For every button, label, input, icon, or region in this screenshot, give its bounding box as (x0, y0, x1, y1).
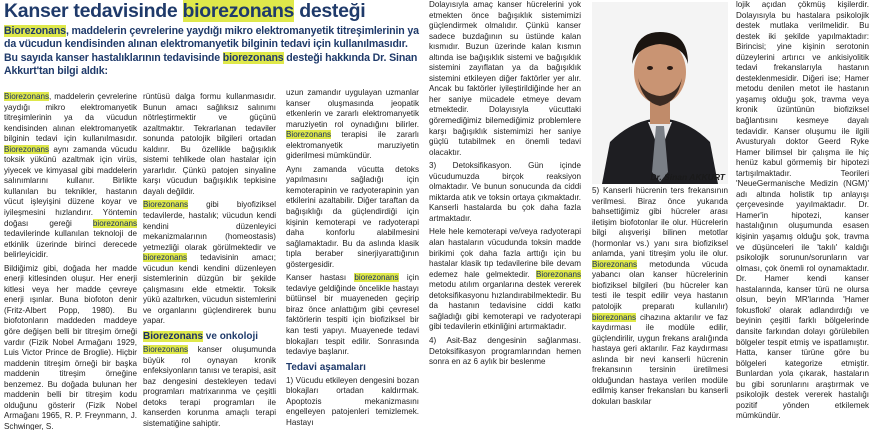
paragraph (4, 264, 137, 430)
photo-caption: Dr. Sinan AKKURT (650, 172, 725, 182)
title-text: Kanser tedavisinde (4, 0, 183, 22)
paragraph (429, 227, 581, 332)
highlighted-term: Biorezonans (4, 25, 66, 37)
paragraph (429, 0, 581, 158)
text-column-3 (286, 88, 419, 426)
highlighted-term: biorezonans (143, 253, 188, 263)
text-column-2 (143, 92, 276, 430)
text-run: tedavisinin amacı; vücudun kendi kendini düzenleyen sistemlerinin düzgün bir şekilde çalışmasını elde etmektir. Toksik yükü azaltırken, vücudun sistemlerini ve organlarını güçlendirerek bunu yapar. (143, 253, 276, 326)
highlighted-term: Biorezonans (143, 200, 188, 210)
text-run: metodunda vücuda yabancı olan kanser hücrelerinin biofiziksel bilgileri (bu hücreler kan testi ile tespit edilir veya hastanın patolojik preparatı kullanılır) (592, 259, 728, 312)
text-run: desteği hakkında Dr. Sinan Akkurt'tan bilgi aldık: (4, 51, 418, 77)
highlighted-term: Biorezonans (592, 259, 637, 269)
text-run: , maddelerin çevrelerine yaydığı mikro elektromanyetik titreşimlerinin ya da vücudun kendisinden alınan elektromanyetik bilginin tedavi için kullanılmasıdır. (4, 92, 137, 144)
paragraph (592, 186, 728, 407)
section-heading (143, 331, 276, 343)
highlighted-term: Biorezonans (4, 144, 49, 154)
text-run: Dolayısıyla amaç kanser hücrelerini yok etmekten önce bağışıklık sistemimizi güçlendirmek olmalıdır. Çünkü kanser sadece buzdağının su üstünde kalan kısmıdır. Buzun üzerinde kalan kısmın altında ise bağışıklık sistemi ve bağışıklık sistemini zayıflatan ya da bağışıklık sistemini etkileyen diğer faktörler yer alır. Ancak bu faktörler iyileştirildiğinde her an her saniye mücadele etmeye devam etmektedir. Dolayısıyla vücuttaki göremediğimiz bilemediğimiz problemlere karşı bağışıklık sistemimizi her saniye güçlü tutabilmek en önemli tedavi olacaktır. (429, 0, 581, 157)
highlighted-term: Biorezonans (143, 331, 204, 343)
text-run: 1) Vücudu etkileyen dengesini bozan blokajları ortadan kaldırmak. Apoptozis mekanizmasını engelleyen patojenleri temizlemek. Hastayı (286, 375, 419, 426)
text-run: lojik açıdan çökmüş kişilerdir. Dolayısıyla bu hastalara psikolojik destek mutlaka verilmelidir. Bu destek iki şekilde yapılmaktadır: Birincisi; yine kişinin serotonin düzeylerini artırıcı ve ankisiyolitik tedavi frekanslarıyla hastanın desteklenmesidir. Diğeri ise; Hamer metodu denilen metot ile hastanın yaşamış olduğu şok, travma veya kronik üzüntünün biofiziksel bağlantısını kesmeye dayalı tedavidir. Kanser oluşumu ile ilgili Avusturyalı doktor Geerd Ryke Hamer bilimsel bir çalışma ile hiç henüz kabul görmemiş bir hipotezi tartışılmaktadır. Teorileri 'NeueGermanische Medizin (NGM)' adı altında holistik tıp anlayışı çerçevesinde yayılmaktadır. Dr. Hamer'in hipotezi, kanser hastalığının oluşumunda esasen kişinin yaşamış olduğu şok, travma ve düşünceleri ile 'takılı' kaldığı psikolojik sorunun/sorunların var olması, çok önemli rol oynamaktadır. Dr. Hamer kendi kanser hastalarında, kanser türü ne olursa olsun, beyin MR'larında 'Hamer fokusfloki' olarak adlandırdığı ve beyinin çeşitli farklı bölgelerinde dansite farkından dolayı görülebilen bölgeler tespit etmiş ve ispatlamıştır. Hatta, kanser türüne göre bu bölgeleri kategorize etmiştir. Bunlardan yola çıkarak, hastaların bu gibi sorunlarını araştırmak ve psikolojik destek vererek hastalığı pozitif yönden etkilemek mümkündür. (736, 0, 869, 421)
text-run: ve onkoloji (203, 331, 259, 343)
text-run: , maddelerin çevrelerine yaydığı mikro elektromanyetik titreşimlerinin ya da vücudun kendisinden alınan elektromanyetik bilginin tedavi için kullanılmasıdır. Bu sayıda kanser hastalıklarının tedavisinde (4, 25, 419, 64)
text-run: Tedavi aşamaları (286, 361, 366, 373)
paragraph (429, 336, 581, 368)
text-run: Aynı zamanda vücutta detoks yapılmasını sağladığı için kemoterapinin ve radyoterapinin yan etkilerini azaltabilir. Diğer taraftan da bağışıklığı da güçlendirdiği için kişinin kemoterapi ve radyoterapi daha konforlu alabilmesini sağlamaktadır. Bu da aslında klasik tıpla beraber sinerjiyarattığının göstergesidir. (286, 164, 419, 269)
text-run: için tedaviye geldiğinde öncelikle hastayı bütünsel bir muayeneden geçirip biraz önce anlattığım gibi çevresel faktörlerin tespiti için biofiziksel bir kan testi yapıyı. Muayenede tedavi blokajları tespit edilir. Sonrasında tedaviye başlanır. (286, 273, 419, 357)
author-photo (592, 2, 728, 184)
paragraph (286, 165, 419, 270)
text-run: tedavilerinde kullanılan teknoloji de etkinlik üzerinde birinci derecede belirleyicidir. (4, 229, 137, 260)
text-column-6 (736, 0, 869, 430)
paragraph (286, 376, 419, 426)
section-heading (286, 362, 419, 374)
title-text: desteği (294, 0, 366, 22)
paragraph (429, 161, 581, 224)
text-run: gibi biyofiziksel tedavilerde, hastalık; vücudun kendi kendini düzenleyici mekanizmalarının (homeostasis) yetmezliği olarak görülmektedir ve (143, 200, 276, 252)
highlighted-term: Biorezonans (536, 269, 581, 279)
text-run: rüntüsü dalga formu kullanmasıdır. Bunun amacı sağlıksız salınımı nötrleştirmektir ve güçünü azaltmaktır. Tekrarlanan tedaviler sonunda patolojik bilgileri ortadan kaldırır. Bu özellikle bağışıklık sistemi tehlikede olan hastalar için yararlıdır. Çünkü patojen sinyaline karşı vücudun bağışıklık tepkisine dayalı değildir. (143, 92, 276, 196)
paragraph (286, 273, 419, 357)
highlighted-term: Biorezonans (143, 345, 188, 355)
text-run: metodu atılım organlarına destek vererek detoksifikasyonu hızlandırabilmektedir. Bu da hastanın tedavisine ciddi katkı sağladığı gibi kemoterapi ve radyoterapi gibi tedavilerin etkinliğini artırmaktadır. (429, 280, 581, 332)
text-run: 4) Asit-Baz dengesinin sağlanması. Detoksifikasyon programlarından hemen sonra en az 6 aylık bir beslenme (429, 335, 581, 367)
text-run: Hele hele kemoterapi ve/veya radyoterapi alan hastaların vücudunda toksin madde birikimi çok daha fazla arttığı için bu hastalar klasik tıp tedavilerine bile devam edemez hale gelmektedir. (429, 227, 581, 279)
highlighted-term: biorezonans (592, 312, 637, 322)
highlighted-term: biorezonans (92, 218, 137, 228)
paragraph (143, 345, 276, 429)
paragraph (143, 200, 276, 327)
article-title (4, 0, 424, 22)
text-column-4 (429, 0, 581, 430)
text-run: kanser oluşumunda büyük rol oynayan kronik enfeksiyonların tanısı ve terapisi, asit baz dengesini destekleyen tedavi programları matrixarınma ve çeşitli detoks terapi programları ile kanserden korunma amaçlı terapi sistematiğine sahiptir. (143, 345, 276, 428)
paragraph (143, 92, 276, 197)
text-run: uzun zamandır uygulayan uzmanlar kanser oluşmasında jeopatik etkenlerin ve zararlı elektromanyetik maruziyetin rol oynadığını bilirler. (286, 88, 419, 129)
highlighted-term: Biorezonans (286, 130, 331, 140)
text-run: cihazına aktarılır ve faz kaydırması ile modüle edilir, güçlendirilir, uygun frekans aralığında hastaya geri aktarılır. Faz kaydırması aslında bir nevi kanserli hücrenin frekansının tersinin üretilmesi olduğundan hastaya verilen modüle edilmiş kanser frekansları bu kanserli dokuları baskılar (592, 312, 728, 406)
text-column-1 (4, 92, 137, 430)
article-intro (4, 25, 424, 78)
text-run: 5) Kanserli hücrenin ters frekansının verilmesi. Biraz önce yukarıda bahsettiğimiz gibi hücreler arası iletişim biofotonlar ile olur. Hücrelerin bilgi alışverişi bilinen metotlar (hormonlar vs.) yanı sıra biofiziksel anlamda, yani titreşim yolu ile olur. (592, 186, 728, 259)
text-run: terapisi ile zararlı elektromanyetik maruziyetin giderilmesi mümkündür. (286, 130, 419, 161)
highlighted-term: Biorezonans (4, 92, 49, 101)
paragraph (286, 88, 419, 162)
text-run: 3) Detoksifikasyon. Gün içinde vücudumuzda birçok reaksiyon olmaktadır. Ve bunun sonucunda da ciddi miktarda atık ve toksin ortaya çıkmaktadır. Kanserli hastalarda bu çok daha fazla artmaktadır. (429, 161, 581, 223)
text-run: Kanser hastası (286, 273, 355, 283)
paragraph (736, 0, 869, 422)
text-run: Bildiğimiz gibi, doğada her madde enerji kitlesinden oluşur. Her enerji kitlesi veya her madde çevreye enerji ışınlar. Buna biofoton denir (Fritz-Albert Popp, 1980). Bu biofotonların maddeden maddeye göre değişen belli bir titreşim örneği vardır (Fizik Nobel Armağanı 1929, Luis Victor Prince de Broglie). Hiçbir maddenin titreşim örneği bir başka maddenin titreşim örneğine benzemez. Bu doğada bulunan her maddenin belli bir titreşim kodu olduğunu gösterir (Fizik Nobel Armağanı 1965, R. P. Freynmann, J. Schwinger, S. (4, 263, 137, 430)
highlighted-term: biorezonans (222, 51, 284, 64)
text-column-5 (592, 186, 728, 430)
text-run: aynı zamanda vücudu toksik yükünü azaltmak için virüs, yiyecek ve kimyasal gibi maddelerin salınımlarını kullanır. Birlikte kullanılan bu teknikler, hastanın vücut işleyişini düzene koyar ve iyileşmesini hızlandırır. Yöntemin doğası gereği (4, 144, 137, 228)
highlighted-term: biorezonans (354, 273, 399, 283)
paragraph (4, 92, 137, 261)
title-highlight: biorezonans (182, 0, 295, 22)
portrait-illustration (592, 2, 728, 184)
